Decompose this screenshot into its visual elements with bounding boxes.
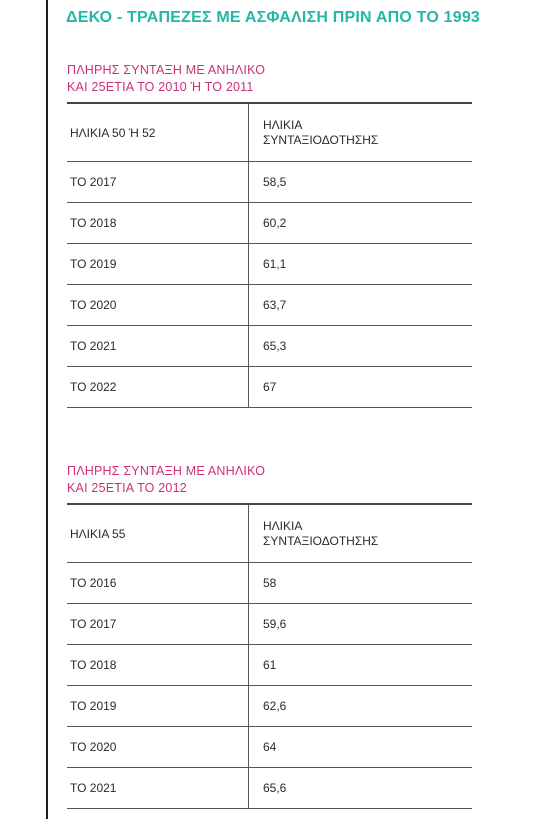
column-header-line2: ΣΥΝΤΑΞΙΟΔΟΤΗΣΗΣ	[263, 533, 379, 548]
row-year: ΤΟ 2021	[67, 768, 249, 809]
section-heading-line2: ΚΑΙ 25ΕΤΙΑ ΤΟ 2010 Ή ΤΟ 2011	[67, 80, 254, 94]
row-year: ΤΟ 2017	[67, 604, 249, 645]
table-row	[67, 367, 472, 408]
row-age: 62,6	[249, 686, 473, 727]
row-year: ΤΟ 2020	[67, 727, 249, 768]
row-age: 65,3	[249, 326, 473, 367]
row-year: ΤΟ 2018	[67, 645, 249, 686]
section-heading	[67, 463, 472, 497]
row-age: 59,6	[249, 604, 473, 645]
row-year: ΤΟ 2018	[67, 203, 249, 244]
table-row	[67, 203, 472, 244]
retirement-age-table	[67, 503, 472, 809]
section-heading-line2: ΚΑΙ 25ΕΤΙΑ ΤΟ 2012	[67, 481, 187, 495]
column-header-line1: ΗΛΙΚΙΑ	[263, 518, 303, 533]
table-header-row	[67, 103, 472, 162]
table-row	[67, 686, 472, 727]
row-year: ΤΟ 2019	[67, 244, 249, 285]
row-age: 65,6	[249, 768, 473, 809]
row-age: 58	[249, 563, 473, 604]
retirement-age-table	[67, 102, 472, 408]
table-row	[67, 563, 472, 604]
table-row	[67, 326, 472, 367]
table-row	[67, 645, 472, 686]
column-header-line1: ΗΛΙΚΙΑ	[263, 117, 303, 132]
row-age: 61	[249, 645, 473, 686]
table-row	[67, 244, 472, 285]
column-header-line2: ΣΥΝΤΑΞΙΟΔΟΤΗΣΗΣ	[263, 132, 379, 147]
table-header-row	[67, 504, 472, 563]
section-2010-2011	[67, 62, 472, 408]
row-age: 64	[249, 727, 473, 768]
row-year: ΤΟ 2016	[67, 563, 249, 604]
column-header-retirement-age	[249, 504, 473, 563]
table-row	[67, 727, 472, 768]
row-year: ΤΟ 2020	[67, 285, 249, 326]
table-row	[67, 162, 472, 203]
column-header-age-group: ΗΛΙΚΙΑ 55	[67, 504, 249, 563]
section-2012	[67, 463, 472, 809]
column-header-retirement-age	[249, 103, 473, 162]
page-title: ΔΕΚΟ - ΤΡΑΠΕΖΕΣ ΜΕ ΑΣΦΑΛΙΣΗ ΠΡΙΝ ΑΠΟ ΤΟ 1993	[66, 9, 481, 26]
table-row	[67, 604, 472, 645]
left-vertical-rule	[46, 0, 48, 819]
row-age: 60,2	[249, 203, 473, 244]
row-year: ΤΟ 2017	[67, 162, 249, 203]
column-header-age-group: ΗΛΙΚΙΑ 50 Ή 52	[67, 103, 249, 162]
row-age: 61,1	[249, 244, 473, 285]
section-heading-line1: ΠΛΗΡΗΣ ΣΥΝΤΑΞΗ ΜΕ ΑΝΗΛΙΚΟ	[67, 464, 266, 478]
table-row	[67, 285, 472, 326]
section-heading	[67, 62, 472, 96]
row-age: 63,7	[249, 285, 473, 326]
row-year: ΤΟ 2019	[67, 686, 249, 727]
section-heading-line1: ΠΛΗΡΗΣ ΣΥΝΤΑΞΗ ΜΕ ΑΝΗΛΙΚΟ	[67, 63, 266, 77]
row-year: ΤΟ 2021	[67, 326, 249, 367]
row-age: 67	[249, 367, 473, 408]
table-row	[67, 768, 472, 809]
row-year: ΤΟ 2022	[67, 367, 249, 408]
row-age: 58,5	[249, 162, 473, 203]
